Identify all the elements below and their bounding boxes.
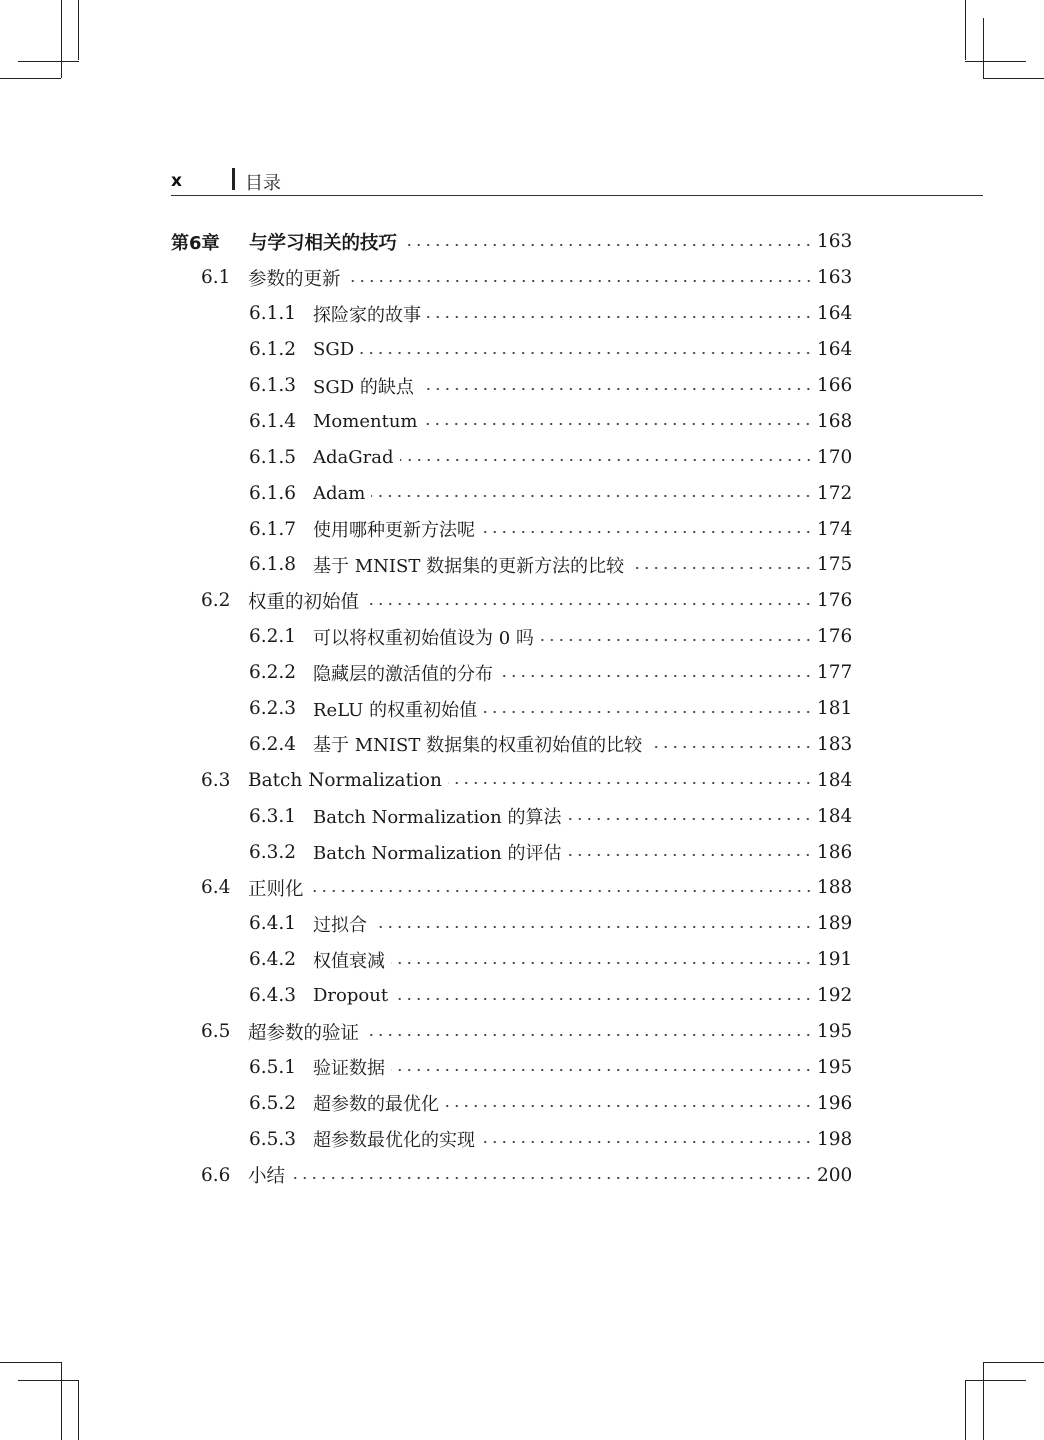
toc-entry-page: 189 — [817, 913, 853, 935]
toc-entry[interactable] — [171, 619, 853, 655]
toc-entry[interactable] — [171, 332, 853, 368]
toc-entry[interactable] — [171, 762, 853, 798]
toc-entry-title: 与学习相关的技巧 — [249, 232, 398, 254]
crop-mark — [18, 61, 79, 62]
table-of-contents — [171, 224, 853, 1193]
crop-mark — [983, 18, 984, 78]
crop-mark — [983, 1362, 984, 1440]
toc-entry-title: 基于 MNIST 数据集的权重初始值的比较 — [313, 735, 643, 757]
toc-entry-title: 可以将权重初始值设为 0 吗 — [313, 627, 534, 649]
toc-entry[interactable] — [171, 1157, 853, 1193]
toc-entry-page: 181 — [817, 698, 853, 720]
dot-leader — [567, 809, 813, 829]
toc-entry-number: 6.6 — [201, 1164, 231, 1186]
toc-entry[interactable] — [171, 942, 853, 978]
header-rule — [171, 195, 983, 196]
dot-leader — [445, 1096, 813, 1116]
toc-entry[interactable] — [171, 1121, 853, 1157]
toc-entry-page: 164 — [817, 303, 853, 325]
toc-entry-number: 6.4.2 — [249, 949, 297, 971]
toc-entry-title: Momentum — [313, 410, 418, 432]
crop-mark — [0, 1362, 61, 1363]
toc-entry-number: 6.1.5 — [249, 446, 297, 468]
toc-entry-number: 6.5.2 — [249, 1092, 297, 1114]
toc-entry-page: 183 — [817, 733, 853, 755]
toc-entry-title: Batch Normalization 的算法 — [313, 807, 562, 829]
toc-entry[interactable] — [171, 547, 853, 583]
toc-entry-number: 6.2.1 — [249, 626, 297, 648]
toc-entry[interactable] — [171, 1085, 853, 1121]
toc-entry-page: 192 — [817, 985, 853, 1007]
toc-entry-number: 6.5.1 — [249, 1056, 297, 1078]
crop-mark — [0, 78, 61, 79]
dot-leader — [420, 379, 813, 399]
dot-leader — [347, 271, 813, 291]
dot-leader — [481, 522, 813, 542]
toc-entry-page: 195 — [817, 1021, 853, 1043]
toc-entry[interactable] — [171, 726, 853, 762]
toc-entry-page: 163 — [817, 231, 853, 253]
crop-mark — [78, 1380, 79, 1440]
dot-leader — [423, 414, 813, 434]
dot-leader — [540, 630, 813, 650]
toc-entry-number: 6.1.1 — [249, 303, 297, 325]
toc-entry[interactable] — [171, 655, 853, 691]
toc-entry-title: 权重的初始值 — [248, 591, 360, 613]
toc-entry-page: 176 — [817, 626, 853, 648]
dot-leader — [291, 1168, 813, 1188]
toc-entry-page: 200 — [817, 1164, 853, 1186]
dot-leader — [365, 594, 813, 614]
toc-entry-title: SGD 的缺点 — [313, 376, 414, 398]
dot-leader — [481, 1132, 813, 1152]
toc-entry-title: Batch Normalization 的评估 — [313, 843, 562, 865]
crop-mark — [965, 1380, 1026, 1381]
toc-entry-number: 6.1.2 — [249, 339, 297, 361]
toc-entry-number: 6.1.3 — [249, 375, 297, 396]
crop-mark — [61, 0, 62, 78]
toc-entry-number: 6.4.3 — [249, 985, 297, 1007]
toc-entry-title: AdaGrad — [313, 446, 394, 468]
toc-entry-page: 196 — [817, 1092, 853, 1114]
toc-entry-number: 第6章 — [171, 232, 220, 254]
crop-mark — [965, 0, 966, 60]
toc-entry-page: 168 — [817, 410, 853, 432]
toc-entry[interactable] — [171, 296, 853, 332]
toc-entry-page: 166 — [817, 375, 853, 396]
toc-entry-number: 6.1.7 — [249, 518, 297, 540]
dot-leader — [394, 989, 813, 1009]
toc-entry-number: 6.4 — [201, 877, 231, 899]
toc-entry[interactable] — [171, 439, 853, 475]
dot-leader — [365, 1025, 813, 1045]
toc-entry[interactable] — [171, 475, 853, 511]
toc-entry[interactable] — [171, 834, 853, 870]
toc-entry[interactable] — [171, 583, 853, 619]
header-title: 目录 — [245, 173, 281, 194]
dot-leader — [310, 881, 813, 901]
toc-entry-number: 6.1.6 — [249, 482, 297, 504]
toc-entry-title: Batch Normalization — [248, 769, 442, 791]
toc-entry-number: 6.2.2 — [249, 662, 297, 684]
toc-entry-page: 191 — [817, 949, 853, 971]
toc-entry-number: 6.3.1 — [249, 805, 297, 827]
toc-entry-page: 164 — [817, 339, 853, 361]
toc-entry-title: 超参数的验证 — [248, 1022, 360, 1044]
toc-entry-title: 参数的更新 — [248, 268, 341, 290]
dot-leader — [391, 1060, 813, 1080]
toc-entry-number: 6.3 — [201, 769, 231, 791]
toc-entry-page: 195 — [817, 1056, 853, 1078]
toc-entry-page: 198 — [817, 1128, 853, 1150]
toc-entry-number: 6.2.3 — [249, 698, 297, 720]
toc-entry-page: 170 — [817, 446, 853, 468]
toc-entry[interactable] — [171, 368, 853, 404]
dot-leader — [427, 307, 813, 327]
toc-entry[interactable] — [171, 511, 853, 547]
crop-mark — [78, 0, 79, 60]
toc-entry[interactable] — [171, 403, 853, 439]
toc-entry-title: Dropout — [313, 985, 389, 1007]
toc-entry-title: 基于 MNIST 数据集的更新方法的比较 — [313, 555, 625, 577]
toc-entry-title: 正则化 — [248, 878, 304, 900]
crop-mark — [983, 1362, 1044, 1363]
toc-entry[interactable] — [171, 798, 853, 834]
toc-entry[interactable] — [171, 260, 853, 296]
crop-mark — [983, 78, 1044, 79]
dot-leader — [648, 737, 813, 757]
dot-leader — [567, 845, 813, 865]
dot-leader — [630, 558, 813, 578]
dot-leader — [371, 486, 813, 506]
toc-entry[interactable] — [171, 1049, 853, 1085]
toc-entry-title: ReLU 的权重初始值 — [313, 699, 478, 721]
toc-entry-number: 6.5 — [201, 1021, 231, 1043]
toc-entry-number: 6.1 — [201, 267, 231, 289]
toc-entry-title: 隐藏层的激活值的分布 — [313, 663, 493, 685]
crop-mark — [18, 1380, 79, 1381]
header-divider — [232, 168, 235, 190]
toc-entry-page: 184 — [817, 769, 853, 791]
toc-entry-title: 验证数据 — [313, 1058, 385, 1080]
crop-mark — [965, 1380, 966, 1440]
toc-entry-title: 探险家的故事 — [313, 304, 421, 326]
toc-entry-page: 188 — [817, 877, 853, 899]
toc-entry-page: 163 — [817, 267, 853, 289]
running-header — [171, 166, 983, 196]
toc-entry-page: 172 — [817, 482, 853, 504]
dot-leader — [448, 773, 813, 793]
toc-entry[interactable] — [171, 870, 853, 906]
crop-mark — [61, 1362, 62, 1440]
dot-leader — [373, 917, 813, 937]
dot-leader — [400, 450, 814, 470]
toc-entry-title: 使用哪种更新方法呢 — [313, 520, 475, 542]
toc-entry-number: 6.5.3 — [249, 1128, 297, 1150]
dot-leader — [403, 235, 813, 255]
toc-entry-page: 177 — [817, 662, 853, 684]
crop-mark — [965, 61, 1026, 62]
toc-entry-title: 过拟合 — [313, 914, 367, 936]
toc-entry-title: SGD — [313, 339, 355, 361]
dot-leader — [360, 343, 813, 363]
dot-leader — [483, 702, 813, 722]
toc-entry-number: 6.2 — [201, 590, 231, 612]
toc-entry[interactable] — [171, 1014, 853, 1050]
toc-entry-number: 6.4.1 — [249, 913, 297, 935]
toc-entry-page: 184 — [817, 805, 853, 827]
toc-entry-number: 6.2.4 — [249, 733, 297, 755]
toc-entry-number: 6.3.2 — [249, 841, 297, 863]
toc-entry-title: 权值衰减 — [313, 950, 385, 972]
toc-entry-title: 超参数最优化的实现 — [313, 1130, 475, 1152]
toc-entry[interactable] — [171, 906, 853, 942]
page-number: x — [171, 171, 182, 191]
dot-leader — [499, 666, 813, 686]
toc-entry-page: 186 — [817, 841, 853, 863]
toc-entry[interactable] — [171, 978, 853, 1014]
toc-entry-page: 176 — [817, 590, 853, 612]
toc-entry-number: 6.1.8 — [249, 554, 297, 576]
toc-entry[interactable] — [171, 224, 853, 260]
toc-entry-page: 175 — [817, 554, 853, 576]
toc-entry-number: 6.1.4 — [249, 410, 297, 432]
toc-entry-title: 超参数的最优化 — [313, 1094, 439, 1116]
toc-entry-title: Adam — [313, 482, 366, 504]
toc-entry-title: 小结 — [248, 1166, 286, 1188]
toc-entry-page: 174 — [817, 518, 853, 540]
toc-entry[interactable] — [171, 691, 853, 727]
dot-leader — [391, 953, 813, 973]
